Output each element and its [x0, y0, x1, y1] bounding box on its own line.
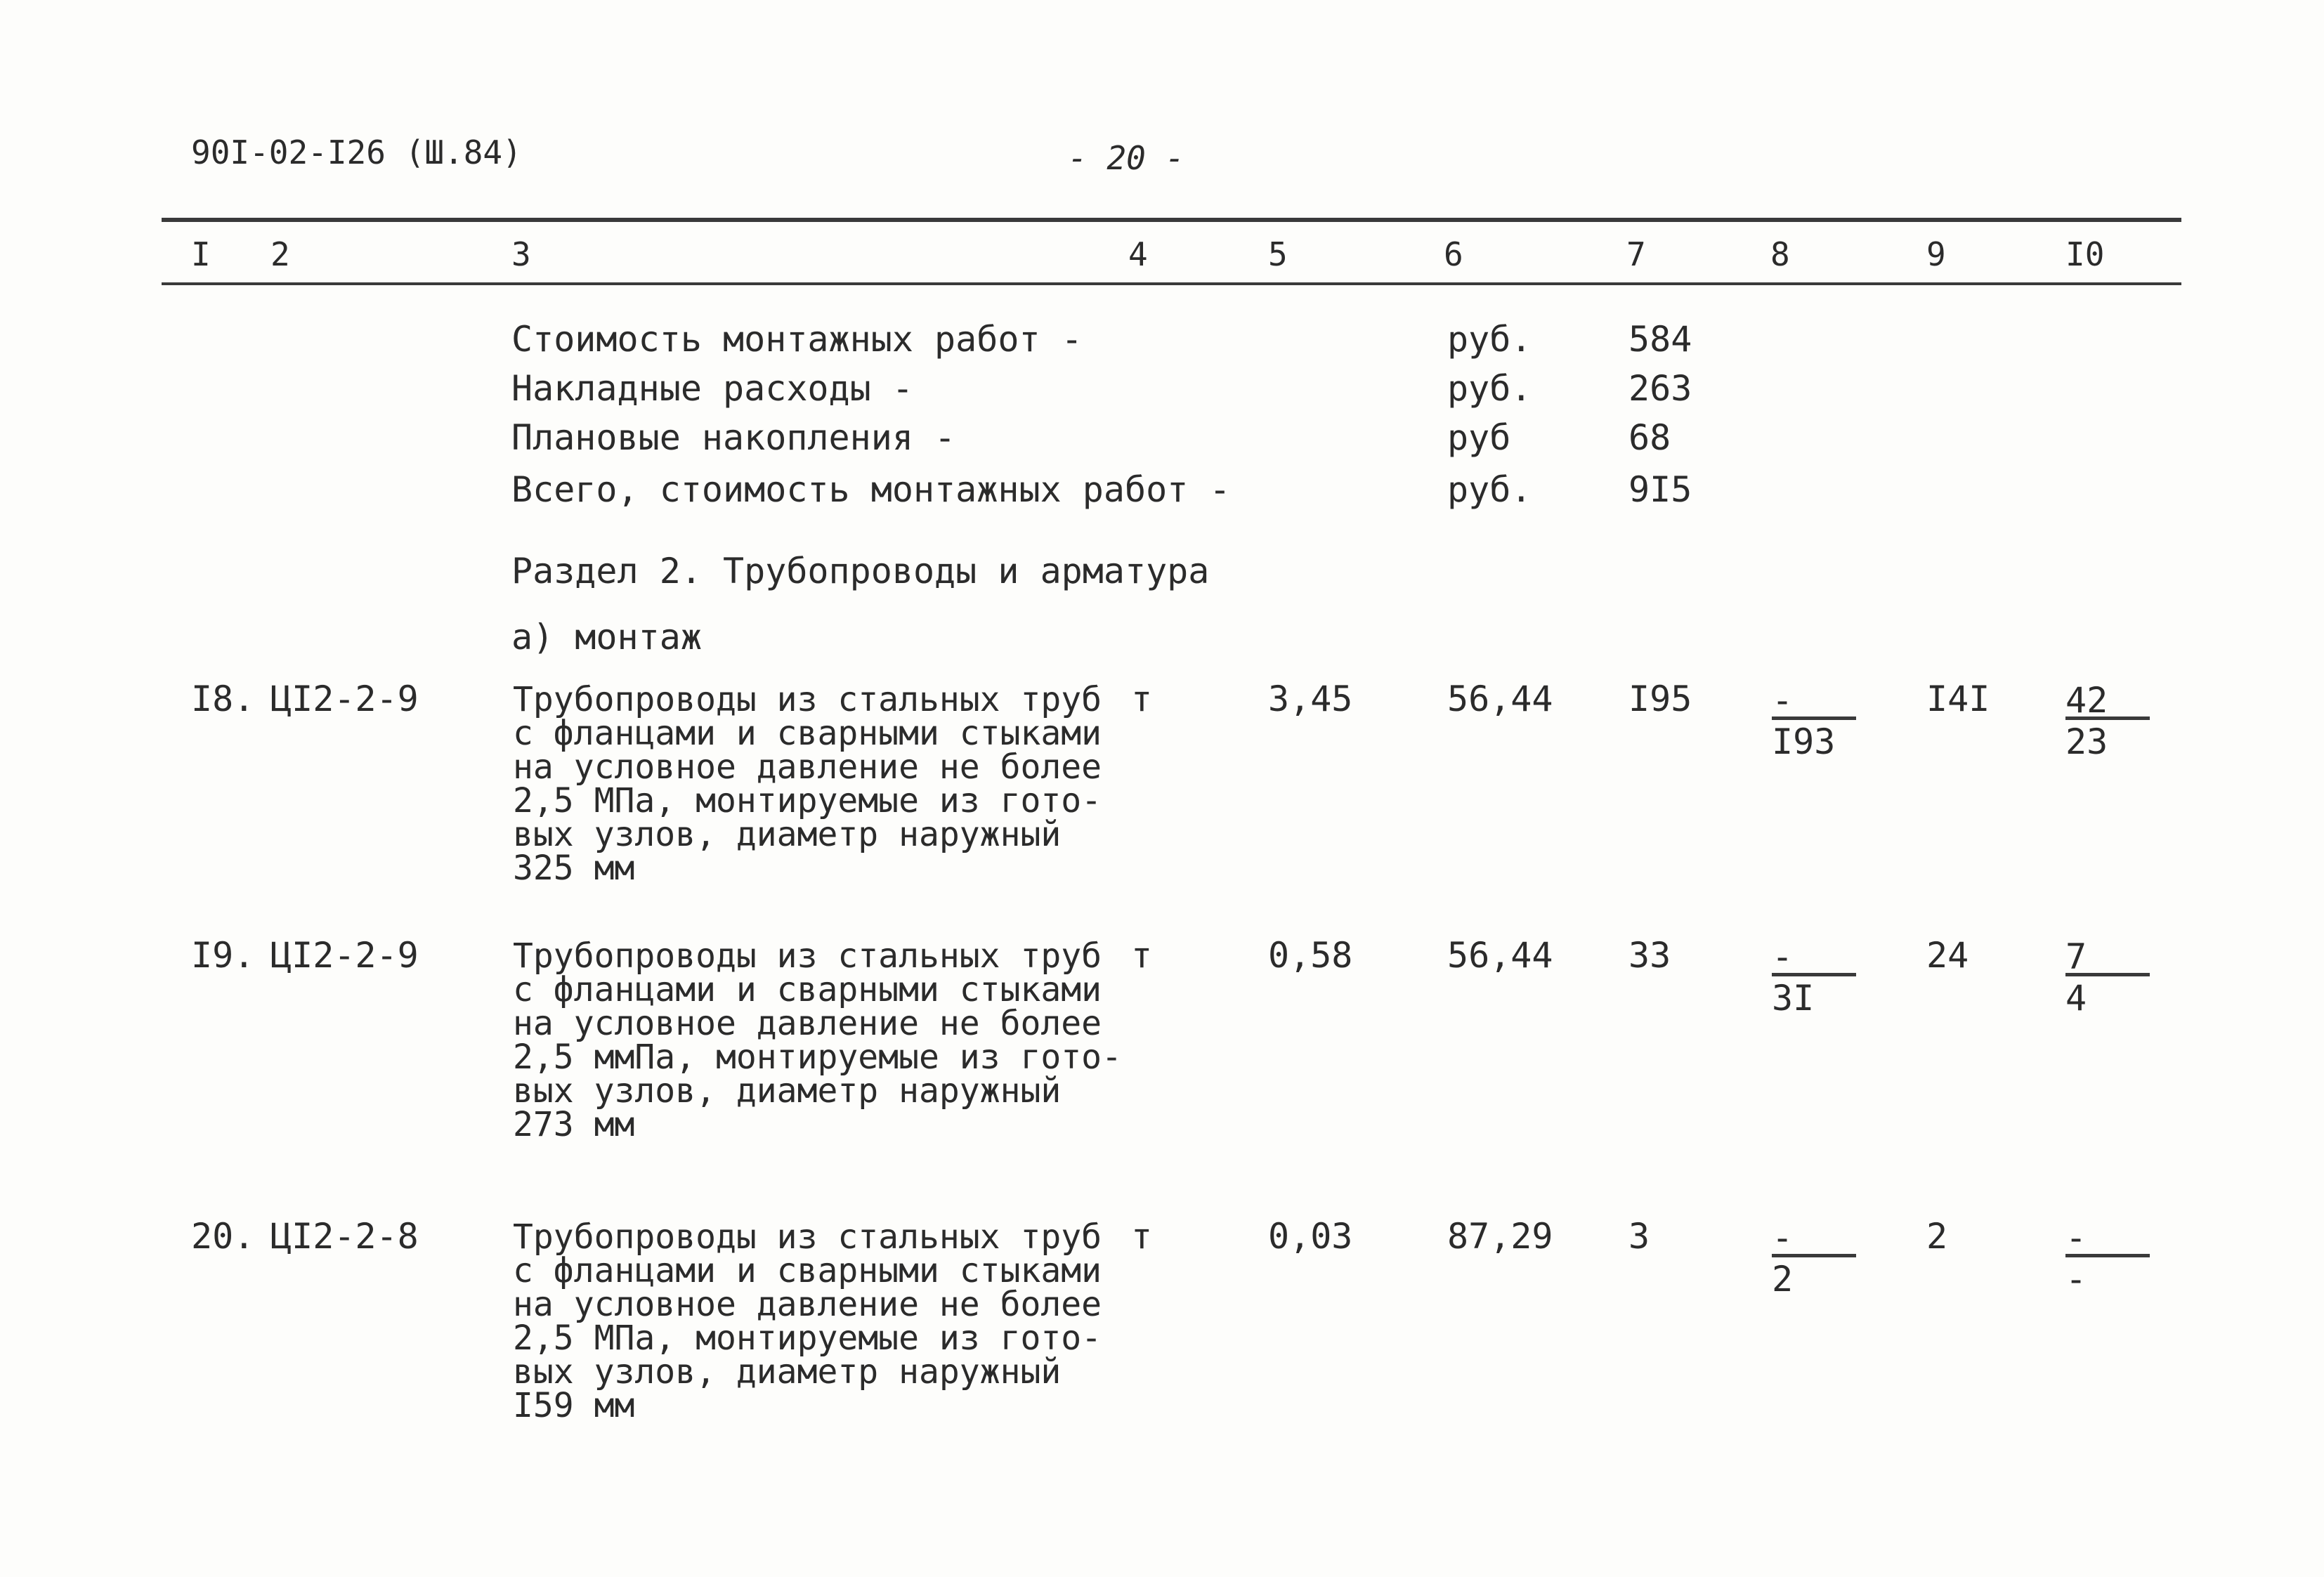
section-title: Раздел 2. Трубопроводы и арматура [511, 551, 1210, 591]
description-line: 2,5 ммПа, монтируемые из гото- [513, 1038, 1122, 1077]
row-code: ЦI2-2-9 [270, 935, 419, 976]
column-header-3: 3 [511, 235, 531, 273]
fraction-denominator: 4 [2065, 978, 2087, 1019]
description-line: I59 мм [513, 1386, 635, 1425]
description-line: вых узлов, диаметр наружный [513, 815, 1062, 854]
fraction-numerator: - [2065, 1217, 2087, 1258]
summary-value: 584 [1628, 319, 1692, 360]
row-quantity: 0,58 [1268, 935, 1353, 976]
row-number: 20. [191, 1216, 255, 1257]
row-description [513, 936, 1122, 1144]
row-quantity: 0,03 [1268, 1216, 1353, 1257]
column-header-6: 6 [1444, 235, 1463, 273]
fraction-numerator: - [1772, 936, 1794, 977]
row-unit: т [1131, 679, 1153, 719]
row-col10-fraction [2065, 1216, 2150, 1301]
summary-unit: руб. [1447, 469, 1532, 510]
column-header-2: 2 [270, 235, 290, 273]
description-line: 325 мм [513, 849, 635, 888]
fraction-numerator: 7 [2065, 936, 2087, 977]
row-col9: I4I [1926, 679, 1990, 719]
row-unit: т [1131, 1216, 1153, 1257]
row-col8-fraction [1772, 1216, 1856, 1301]
description-line: с фланцами и сварными стыками [513, 1251, 1102, 1290]
description-line: с фланцами и сварными стыками [513, 714, 1102, 753]
description-line: 2,5 МПа, монтируемые из гото- [513, 1318, 1102, 1358]
column-header-8: 8 [1770, 235, 1790, 273]
row-description [513, 680, 1102, 888]
row-unit-price: 87,29 [1447, 1216, 1553, 1257]
fraction-denominator: - [2065, 1259, 2087, 1300]
page-number: - 20 - [1068, 139, 1185, 177]
row-quantity: 3,45 [1268, 679, 1353, 719]
row-total: I95 [1628, 679, 1692, 719]
summary-value: 263 [1628, 368, 1692, 409]
column-header-10: I0 [2065, 235, 2105, 273]
description-line: на условное давление не более [513, 747, 1102, 787]
row-col9: 2 [1926, 1216, 1948, 1257]
column-header-5: 5 [1268, 235, 1288, 273]
fraction-denominator: 2 [1772, 1259, 1794, 1300]
row-total: 3 [1628, 1216, 1650, 1257]
row-number: I9. [191, 935, 255, 976]
summary-value: 9I5 [1628, 469, 1692, 510]
description-line: Трубопроводы из стальных труб [513, 1217, 1102, 1257]
row-unit-price: 56,44 [1447, 935, 1553, 976]
row-col8-fraction [1772, 679, 1856, 764]
description-line: на условное давление не более [513, 1285, 1102, 1324]
row-unit-price: 56,44 [1447, 679, 1553, 719]
row-total: 33 [1628, 935, 1671, 976]
description-line: вых узлов, диаметр наружный [513, 1352, 1062, 1392]
row-number: I8. [191, 679, 255, 719]
description-line: 2,5 МПа, монтируемые из гото- [513, 781, 1102, 820]
summary-label: Стоимость монтажных работ - [511, 319, 1083, 360]
row-col9: 24 [1926, 935, 1969, 976]
description-line: с фланцами и сварными стыками [513, 970, 1102, 1009]
summary-label: Всего, стоимость монтажных работ - [511, 469, 1231, 510]
fraction-numerator: - [1772, 680, 1794, 721]
description-line: Трубопроводы из стальных труб [513, 936, 1102, 976]
subsection-title: а) монтаж [511, 617, 702, 657]
fraction-denominator: I93 [1772, 721, 1836, 762]
row-col10-fraction [2065, 679, 2150, 764]
fraction-numerator: - [1772, 1217, 1794, 1258]
column-header-9: 9 [1926, 235, 1946, 273]
description-line: 273 мм [513, 1105, 635, 1144]
row-description [513, 1217, 1102, 1425]
fraction-denominator: 3I [1772, 978, 1815, 1019]
column-header-4: 4 [1128, 235, 1148, 273]
description-line: вых узлов, диаметр наружный [513, 1071, 1062, 1111]
summary-value: 68 [1628, 417, 1671, 458]
description-line: Трубопроводы из стальных труб [513, 680, 1102, 719]
description-line: на условное давление не более [513, 1004, 1102, 1043]
summary-label: Плановые накопления - [511, 417, 956, 458]
summary-unit: руб. [1447, 319, 1532, 360]
column-header-1: I [191, 235, 211, 273]
row-code: ЦI2-2-8 [270, 1216, 419, 1257]
document-code: 90I-02-I26 (Ш.84) [191, 133, 522, 171]
column-header-7: 7 [1626, 235, 1646, 273]
fraction-numerator: 42 [2065, 680, 2108, 721]
table-top-rule [162, 218, 2181, 222]
summary-unit: руб [1447, 417, 1511, 458]
summary-unit: руб. [1447, 368, 1532, 409]
row-unit: т [1131, 935, 1153, 976]
row-code: ЦI2-2-9 [270, 679, 419, 719]
summary-label: Накладные расходы - [511, 368, 913, 409]
fraction-denominator: 23 [2065, 721, 2108, 762]
row-col10-fraction [2065, 935, 2150, 1020]
row-col8-fraction [1772, 935, 1856, 1020]
table-header-rule [162, 282, 2181, 285]
